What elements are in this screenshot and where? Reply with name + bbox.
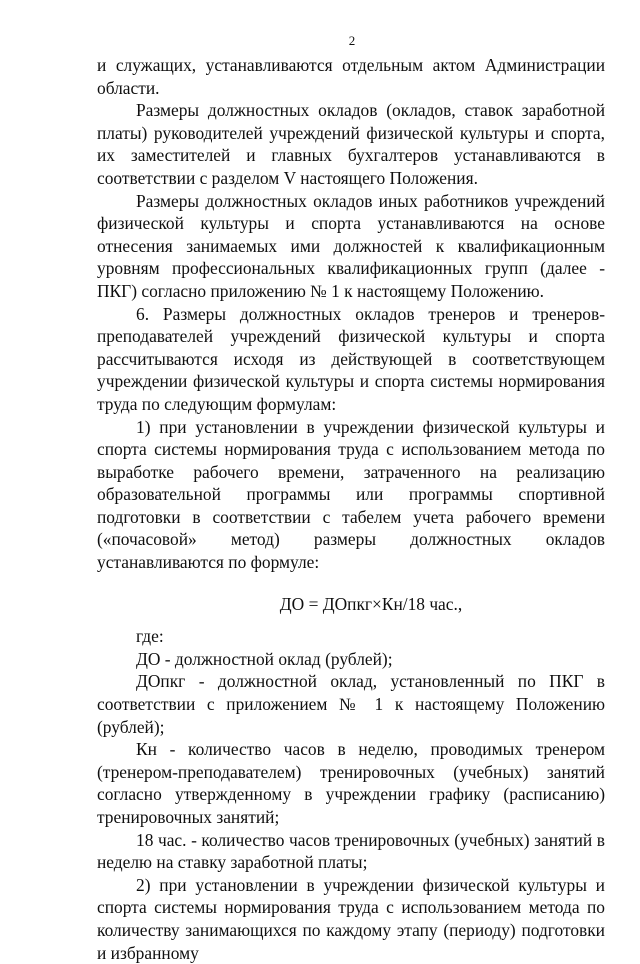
page-number: 2 (348, 33, 356, 48)
paragraph-head-salaries: Размеры должностных окладов (окладов, ставок заработной платы) руководителей учреждений физической культуры и спорта, их заместителей и главных бухгалтеров устанавливаются в соответствии с разделом V настоящего Положения. (97, 100, 605, 188)
paragraph-subitem-1: 1) при установлении в учреждении физической культуры и спорта системы нормирования труда с использованием метода по выработке рабочего времени, затраченного на реализацию образовательной программы или программы спортивной подготовки в соответствии с табелем учета рабочего времени («почасовой» метод) размеры должностных окладов устанавливаются по формуле: (97, 416, 605, 573)
definition-kn: Кн - количество часов в неделю, проводимых тренером (тренером-преподавателем) тренировочных (учебных) занятий согласно утвержденному в учреждении графику (расписанию) тренировочных занятий; (97, 739, 605, 827)
salary-formula: ДО = ДОпкг×Кн/18 час., (279, 593, 463, 614)
definition-do: ДО - должностной оклад (рублей); (136, 648, 393, 669)
definitions-intro: где: (136, 626, 164, 647)
paragraph-continuation: и служащих, устанавливаются отдельным актом Администрации области. (97, 55, 605, 98)
definition-18-hours: 18 час. - количество часов тренировочных (учебных) занятий в неделю на ставку заработной платы; (97, 829, 605, 873)
paragraph-other-workers: Размеры должностных окладов иных работников учреждений физической культуры и спорта устанавливаются на основе отнесения занимаемых ими должностей к квалификационным уровням профессиональных квалификационных групп (далее - ПКГ) согласно приложению № 1 к настоящему Положению. (97, 190, 605, 301)
paragraph-item-6: 6. Размеры должностных окладов тренеров и тренеров-преподавателей учреждений физической культуры и спорта рассчитываются исходя из действующей в соответствующем учреждении физической культуры и спорта системы нормирования труда по следующим формулам: (97, 303, 605, 414)
paragraph-subitem-2: 2) при установлении в учреждении физической культуры и спорта системы нормирования труда с использованием метода по количеству занимающихся по каждому этапу (периоду) подготовки и избранному (97, 874, 605, 963)
definition-dopkg: ДОпкг - должностной оклад, установленный по ПКГ в соответствии с приложением № 1 к настоящему Положению (рублей); (97, 671, 605, 737)
document-body (97, 54, 605, 964)
